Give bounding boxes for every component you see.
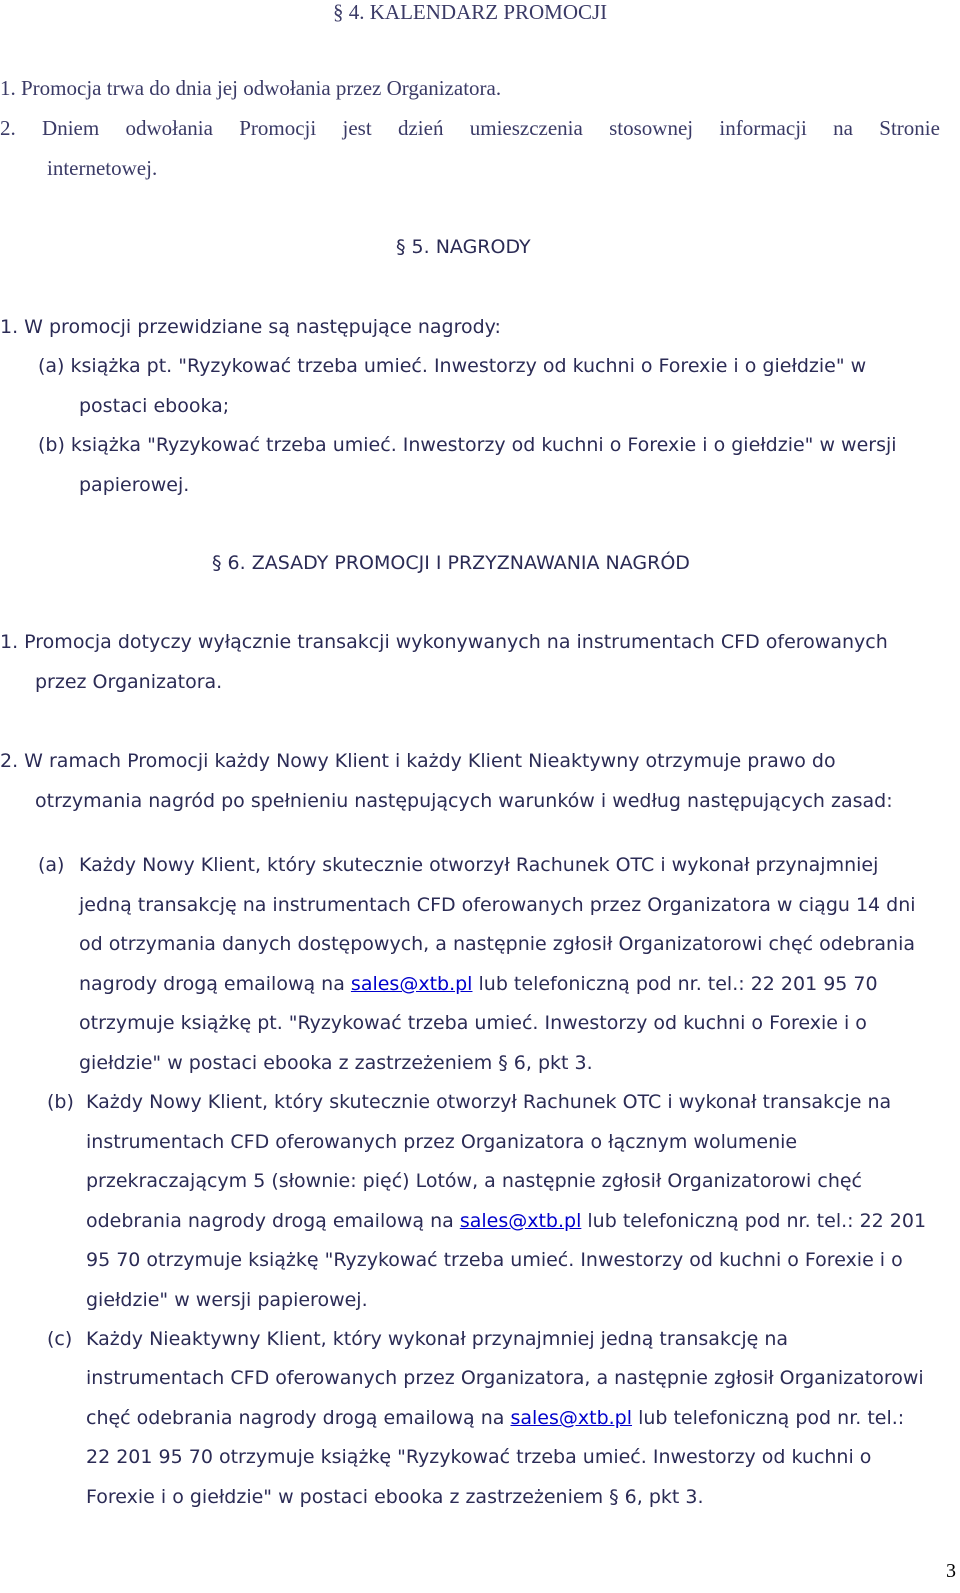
item-b-line-4 [86, 1209, 926, 1233]
item-a-line-1: Każdy Nowy Klient, który skutecznie otworzył Rachunek OTC i wykonał przynajmniej [79, 854, 879, 876]
text: nagrody drogą emailową na [79, 973, 345, 995]
word: odwołania [125, 116, 213, 140]
item-c-line-4: 22 201 95 70 otrzymuje książkę "Ryzykować trzeba umieć. Inwestorzy od kuchni o [86, 1446, 872, 1468]
email-link[interactable]: sales@xtb.pl [510, 1407, 633, 1429]
word: informacji [719, 116, 807, 140]
s5-point-1: 1. W promocji przewidziane są następujące nagrody: [0, 316, 501, 338]
item-a-line-6: giełdzie" w postaci ebooka z zastrzeżeniem § 6, pkt 3. [79, 1052, 593, 1074]
s5-item-b-line-1: (b) książka "Ryzykować trzeba umieć. Inwestorzy od kuchni o Forexie i o giełdzie" w wersji [38, 434, 897, 456]
s5-item-b-line-2: papierowej. [79, 474, 190, 496]
item-c-label: (c) [47, 1328, 73, 1350]
word: na [833, 116, 853, 140]
s6-point-2-line-2: otrzymania nagród po spełnieniu następujących warunków i według następujących zasad: [35, 790, 893, 812]
word: jest [342, 116, 372, 140]
item-a-label: (a) [38, 854, 65, 876]
email-link[interactable]: sales@xtb.pl [350, 973, 473, 995]
item-b-line-6: giełdzie" w wersji papierowej. [86, 1289, 368, 1311]
word: dzień [397, 116, 444, 140]
item-a-line-3: od otrzymania danych dostępowych, a następnie zgłosił Organizatorowi chęć odebrania [79, 933, 915, 955]
item-c-line-2: instrumentach CFD oferowanych przez Organizatora, a następnie zgłosił Organizatorowi [86, 1367, 924, 1389]
item-b-line-5: 95 70 otrzymuje książkę "Ryzykować trzeba umieć. Inwestorzy od kuchni o Forexie i o [86, 1249, 903, 1271]
word: 2. [0, 116, 16, 140]
s6-point-1-line-2: przez Organizatora. [35, 671, 223, 693]
email-link[interactable]: sales@xtb.pl [459, 1210, 582, 1232]
item-b-line-2: instrumentach CFD oferowanych przez Organizatora o łącznym wolumenie [86, 1131, 798, 1153]
text: lub telefoniczną pod nr. tel.: [638, 1407, 905, 1429]
s5-item-a-line-2: postaci ebooka; [79, 395, 230, 417]
item-b-line-3: przekraczającym 5 (słownie: pięć) Lotów, a następnie zgłosił Organizatorowi chęć [86, 1170, 863, 1192]
item-c-line-1: Każdy Nieaktywny Klient, który wykonał przynajmniej jedną transakcję na [86, 1328, 789, 1350]
section-5-heading: § 5. NAGRODY [396, 236, 531, 258]
item-b-label: (b) [47, 1091, 74, 1113]
text: lub telefoniczną pod nr. tel.: 22 201 [587, 1210, 927, 1232]
s4-point-2-line-1 [0, 116, 940, 140]
text: chęć odebrania nagrody drogą emailową na [86, 1407, 505, 1429]
item-c-line-3 [86, 1406, 904, 1430]
word: Stronie [879, 116, 940, 140]
item-a-line-5: otrzymuje książkę pt. "Ryzykować trzeba umieć. Inwestorzy od kuchni o Forexie i o [79, 1012, 867, 1034]
word: stosownej [609, 116, 694, 140]
section-6-heading: § 6. ZASADY PROMOCJI I PRZYZNAWANIA NAGRÓD [212, 552, 690, 574]
item-a-line-2: jedną transakcję na instrumentach CFD oferowanych przez Organizatora w ciągu 14 dni [79, 894, 916, 916]
word: Dniem [42, 116, 100, 140]
item-b-line-1: Każdy Nowy Klient, który skutecznie otworzył Rachunek OTC i wykonał transakcje na [86, 1091, 892, 1113]
word: Promocji [239, 116, 317, 140]
item-a-line-4 [79, 972, 878, 996]
text: odebrania nagrody drogą emailową na [86, 1210, 454, 1232]
s5-item-a-line-1: (a) książka pt. "Ryzykować trzeba umieć. Inwestorzy od kuchni o Forexie i o giełdzie" w [38, 355, 867, 377]
s6-point-2-line-1: 2. W ramach Promocji każdy Nowy Klient i każdy Klient Nieaktywny otrzymuje prawo do [0, 750, 836, 772]
page-number: 3 [946, 1560, 956, 1582]
s4-point-1: 1. Promocja trwa do dnia jej odwołania przez Organizatora. [0, 76, 502, 100]
word: umieszczenia [469, 116, 583, 140]
s6-point-1-line-1: 1. Promocja dotyczy wyłącznie transakcji wykonywanych na instrumentach CFD oferowanych [0, 631, 888, 653]
s4-point-2-line-2: internetowej. [47, 156, 158, 180]
section-4-heading: § 4. KALENDARZ PROMOCJI [333, 0, 608, 24]
item-c-line-5: Forexie i o giełdzie" w postaci ebooka z zastrzeżeniem § 6, pkt 3. [86, 1486, 704, 1508]
text: lub telefoniczną pod nr. tel.: 22 201 95 70 [478, 973, 878, 995]
